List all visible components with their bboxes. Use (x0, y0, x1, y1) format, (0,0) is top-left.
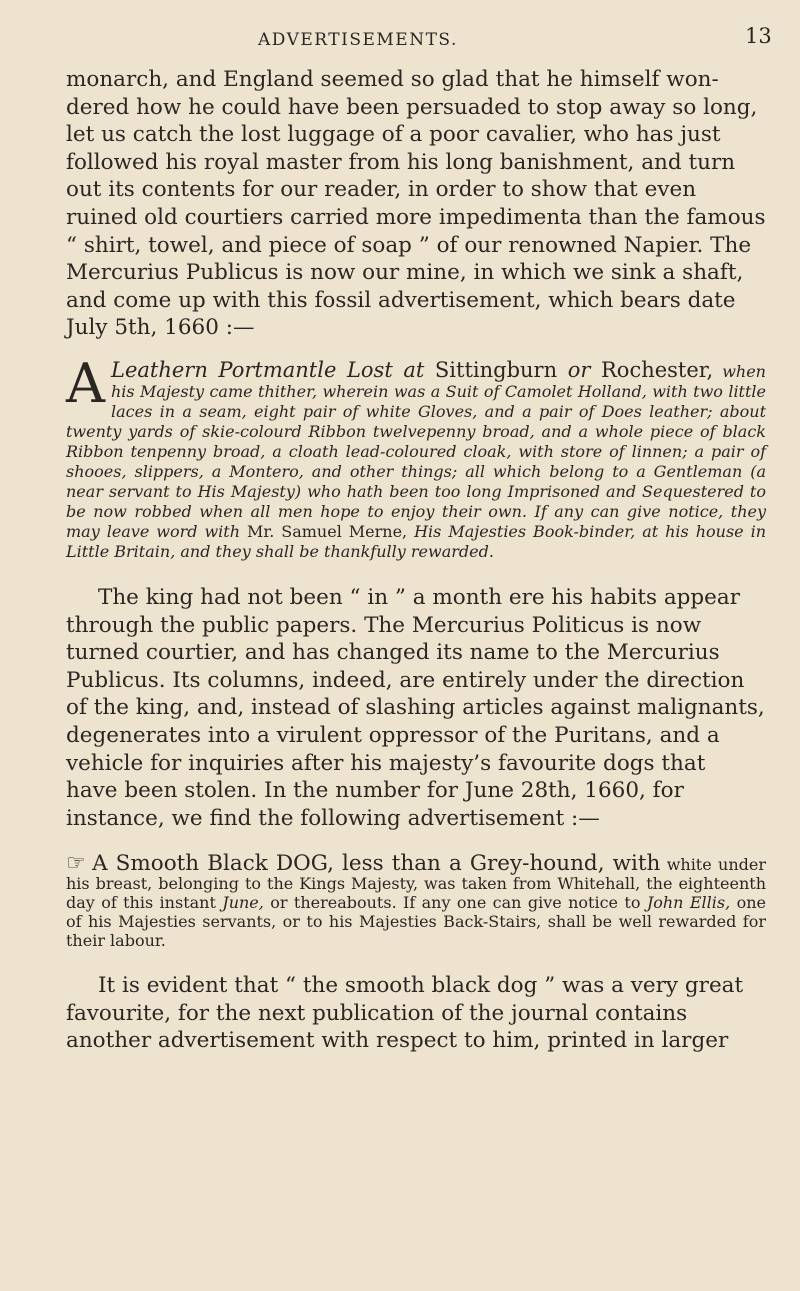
text-line: dered how he could have been persuaded to stop away so long, (66, 94, 758, 120)
advertisement-dog (66, 851, 766, 951)
text-line: followed his royal master from his long banishment, and turn (66, 149, 736, 175)
text-line: degenerates into a virulent oppressor of the Puritans, and a (66, 722, 720, 748)
ad-name: John Ellis, (646, 893, 731, 913)
text-line: Publicus. Its columns, indeed, are entirely under the direction (66, 667, 745, 693)
text-line: have been stolen. In the number for June 28th, 1660, for (66, 778, 684, 804)
page-number: 13 (745, 24, 772, 48)
ad-month: June, (222, 893, 264, 913)
drop-cap: A (66, 351, 105, 415)
text-line: turned courtier, and has changed its name to the Mercurius (66, 640, 720, 666)
text-line: let us catch the lost luggage of a poor cavalier, who has just (66, 122, 721, 148)
ad-headline: Leathern Portmantle Lost at Sittingburn or Rochester, (111, 357, 714, 382)
text-line: Mercurius Publicus is now our mine, in which we sink a shaft, (66, 260, 744, 286)
text-line: “ shirt, towel, and piece of soap ” of our renowned Napier. The (66, 232, 752, 258)
text-line: The king had not been “ in ” a month ere his habits appear (98, 584, 740, 610)
page-content (66, 66, 766, 1055)
paragraph-king (66, 584, 766, 832)
text-line: vehicle for inquiries after his majesty’s favourite dogs that (66, 750, 706, 776)
pointing-hand-icon: ☞ (66, 851, 86, 877)
text-line: favourite, for the next publication of the journal contains (66, 1000, 688, 1026)
running-title: ADVERTISEMENTS. (258, 30, 458, 50)
text-line: of the king, and, instead of slashing articles against malignants, (66, 695, 765, 721)
ad-body: when his Majesty came thither, wherein was a Suit of Camolet Holland, with two little laces in a seam, eight pair of white Gloves, and a pair of Does leather; about twenty yards of skie-colourd Ribbon twelvepenny broad, and a whole piece of black Ribbon tenpenny broad, a cloath lead-coloured cloak, with store of linnen; a pair of shooes, slippers, a Montero, and other things; all which belong to a Gentleman (a near servant to His Majesty) who hath been too long Imprisoned and Sequestered to be now robbed when all men hope to enjoy their own. If any can give notice, they may leave word with (66, 361, 766, 541)
advertisement-portmantle (66, 351, 766, 562)
text-line: through the public papers. The Mercurius Politicus is now (66, 612, 702, 638)
ad-body-end: one of his Majesties servants, or to his Majesties Back-Stairs, shall be well rewarded for their labour. (66, 893, 766, 951)
ad-body: or thereabouts. If any one can give notice to (270, 893, 641, 913)
page-header (0, 24, 800, 54)
text-line: July 5th, 1660 :— (66, 315, 255, 341)
paragraph-dog (66, 972, 766, 1055)
ad-body-end: His Majesties Book-binder, at his house in Little Britain, and they shall be thankfully rewarded. (66, 521, 766, 561)
text-line: out its contents for our reader, in order to show that even (66, 177, 697, 203)
ad-name: Mr. Samuel Merne, (246, 521, 408, 541)
text-line: ruined old courtiers carried more impedimenta than the famous (66, 204, 766, 230)
text-line: It is evident that “ the smooth black dog ” was a very great (98, 973, 744, 999)
text-line: another advertisement with respect to him, printed in larger (66, 1028, 729, 1054)
ad-body: white under his breast, belonging to the Kings Majesty, was taken from Whitehall, the eighteenth day of this instant (66, 855, 766, 913)
ad-headline: A Smooth Black DOG, less than a Grey-hound, with (92, 851, 661, 877)
text-line: and come up with this fossil advertisement, which bears date (66, 287, 736, 313)
text-line: monarch, and England seemed so glad that he himself won- (66, 67, 719, 92)
paragraph-intro (66, 66, 766, 342)
text-line: instance, we find the following advertisement :— (66, 805, 600, 831)
